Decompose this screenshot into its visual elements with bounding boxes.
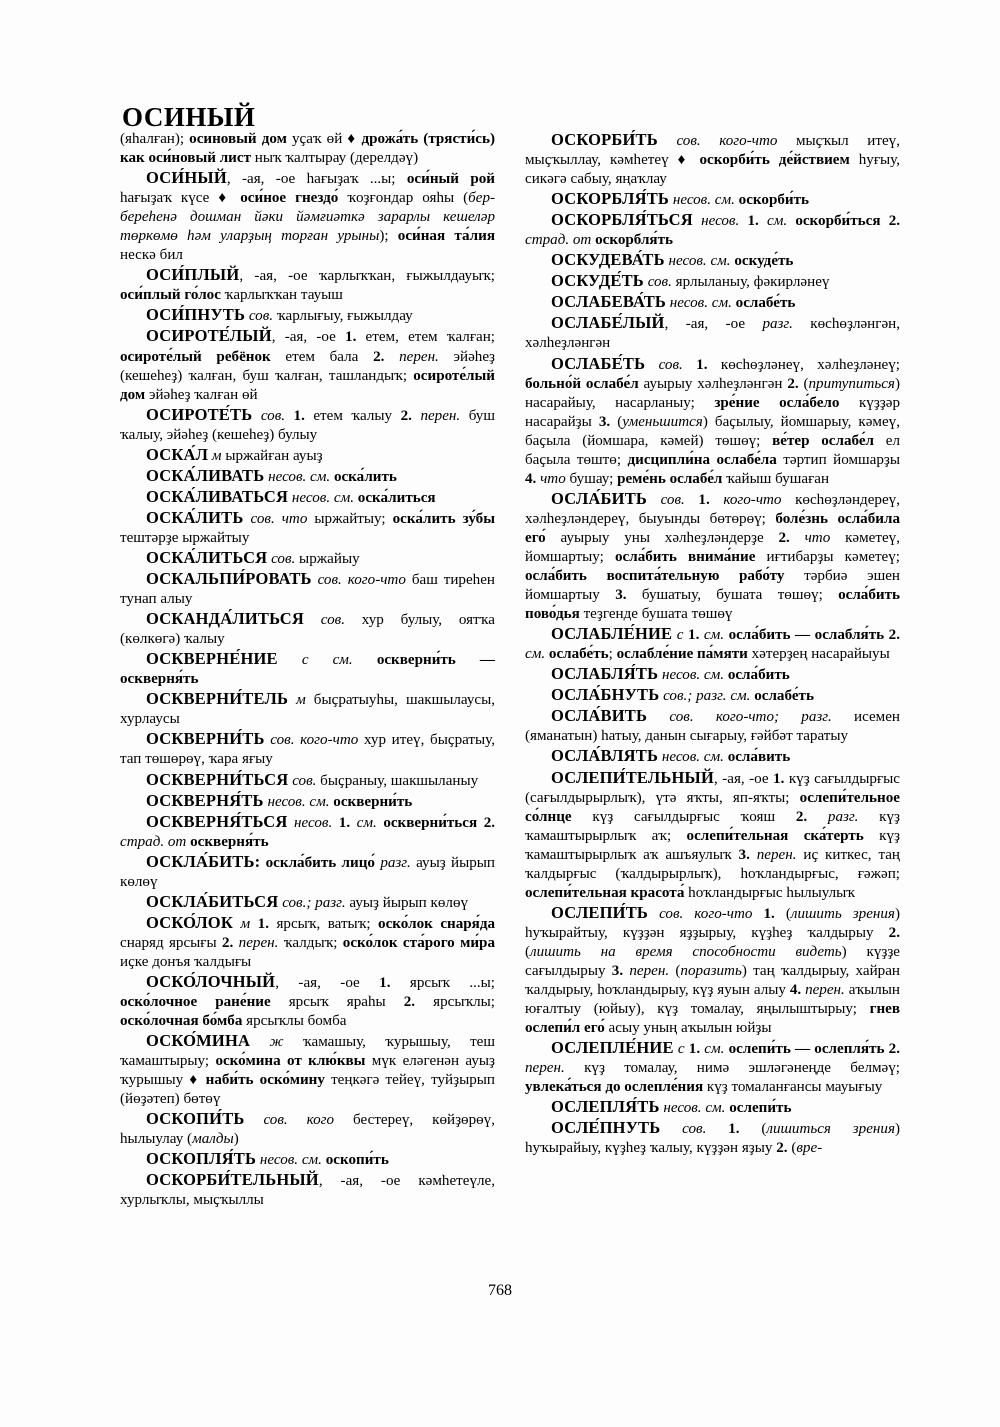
dictionary-entry: ОСЛЕПИ́ТЕЛЬНЫЙ, -ая, -ое 1. күҙ сағылдырғыс (сағылдырырлыҡ), үтә яҡты, яп-яҡты; ослепи́тельное со́лнце күҙ сағылдырғыс ҡояш 2. разг. күҙ ҡамаштырырлыҡ аҡ; ослепи́тельная ска́терть күҙ ҡамаштырырлыҡ аҡ ашъяулыҡ 3. перен. иҫ киткес, таң ҡалдырғыс (ҡалдырырлыҡ), һоҡландырғыс, ғәжәп; ослепи́тельная красота́ һоҡландырғыс һылыулыҡ — [525, 767, 901, 901]
dictionary-entry: ОСКОРБЛЯ́ТЬ несов. см. оскорби́ть — [551, 189, 809, 209]
dictionary-entry: ОСКО́ЛОК м 1. ярсыҡ, ватыҡ; оско́лок снаря́да снаряд ярсығы 2. перен. ҡалдыҡ; оско́лок ста́рого ми́ра иҫке донъя ҡалдығы — [120, 912, 496, 970]
dictionary-entry: ОСИ́НЫЙ, -ая, -ое һағыҙаҡ ...ы; оси́ный рой һағыҙаҡ күсе ♦ оси́ное гнездо́ ҡоҙғондар ояһы (бер-береһенә дошман йәки йәмғиәткә зарарлы кешеләр төркөмө һәм уларҙың торған урыны); оси́ная та́лия нескә бил — [120, 168, 496, 264]
dictionary-entry: ОСКА́ЛИТЬСЯ сов. ыржайыу — [146, 547, 360, 567]
dictionary-entry: ОСЛА́БИТЬ сов. 1. кого-что көсһөҙләндереү, хәлһеҙләндереү, быуынды бөтөрөү; боле́знь осла́била его́ ауырыу уны хәлһеҙләндерҙе 2. что кәметеү, йомшартыу; осла́бить внима́ние иғтибарҙы кәметеү; осла́бить воспита́тельную рабо́ту тәрбиә эшен йомшартыу 3. бушатыу, бушата төшөү; осла́бить пово́дья теҙгенде бушата төшөү — [525, 488, 900, 623]
dictionary-entry: ОСЛАБЕВА́ТЬ несов. см. ослабе́ть — [551, 292, 796, 312]
dictionary-entry: ОСКА́ЛИВАТЬСЯ несов. см. оска́литься — [146, 486, 436, 506]
dictionary-entry: ОСКВЕРНЯ́ТЬ несов. см. оскверни́ть — [146, 790, 413, 810]
dictionary-entry: ОСЛАБЕ́ТЬ сов. 1. көсһөҙләнеү, хәлһеҙләнеү; больно́й ослабе́л ауырыу хәлһеҙләнгән 2. (притупиться) насарайыу, насарланыу; зре́ние осла́бело күҙҙәр насарайҙы 3. (уменьшится) баҫылыу, йомшарыу, кәмеү, баҫыла (йомшара, кәмей) төшөү; ве́тер ослабе́л ел баҫыла төштө; дисципли́на ослабе́ла тәртип йомшарҙы 4. что бушау; реме́нь ослабе́л ҡайыш бушаған — [525, 353, 901, 487]
dictionary-entry: ОСКАЛЬПИ́РОВАТЬ сов. кого-что баш тиреһен тунап алыу — [120, 569, 495, 608]
dictionary-entry: ОСИРОТЕ́ЛЫЙ, -ая, -ое 1. етем, етем ҡалған; осироте́лый ребёнок етем бала 2. перен. эйәһеҙ (кешеһеҙ) ҡалған, буш ҡалған, ташландыҡ; осироте́лый дом эйәһеҙ ҡалған өй — [120, 326, 495, 403]
dictionary-entry: ОСКВЕРНИ́ТЕЛЬ м быҫратыуһы, шакшылаусы, хурлаусы — [120, 689, 495, 728]
dictionary-entry: ОСКУДЕВА́ТЬ несов. см. оскуде́ть — [551, 250, 794, 270]
dictionary-entry: (яһалған); осиновый дом уҫаҡ өй ♦ дрожа́ть (трясти́сь) как оси́новый лист ныҡ ҡалтырау (дерелдәү) — [120, 131, 495, 167]
dictionary-entry: ОСКВЕРНЕ́НИЕ с см. оскверни́ть — оскверня́ть — [120, 649, 495, 688]
dictionary-entry: ОСКОРБИ́ТЕЛЬНЫЙ, -ая, -ое кәмһетеүле, хурлыҡлы, мыҫҡыллы — [120, 1170, 495, 1209]
dictionary-entry: ОСЛАБЛЯ́ТЬ несов. см. осла́бить — [551, 664, 790, 684]
dictionary-entry: ОСЛА́ВЛЯТЬ несов. см. осла́вить — [551, 746, 791, 766]
page-number: 768 — [488, 1282, 512, 1299]
dictionary-entry: ОСКУДЕ́ТЬ сов. ярлыланыу, фәкирләнеү — [551, 271, 830, 291]
dictionary-entry: ОСКОРБИ́ТЬ сов. кого-что мыҫҡыл итеү, мыҫҡыллау, кәмһетеү ♦ оскорби́ть де́йствием һуғыу, сикәгә сабыу, яңаҡлау — [525, 130, 900, 188]
left-column — [120, 130, 495, 1211]
dictionary-entry: ОСЛАБЛЕ́НИЕ с 1. см. осла́бить — ослабля́ть 2. см. ослабе́ть; ослабле́ние па́мяти хәтерҙең насарайыуы — [525, 624, 900, 663]
dictionary-entry: ОСКАНДА́ЛИТЬСЯ сов. хур булыу, оятҡа (көлкөгә) ҡалыу — [120, 609, 495, 648]
dictionary-entry: ОСЛЕПИ́ТЬ сов. кого-что 1. (лишить зрения) һуҡырайтыу, күҙҙән яҙҙырыу, күҙһеҙ ҡалдырыу 2. (лишить на время способности видеть) күҙҙе сағылдырыу 3. перен. (поразить) таң ҡалдырыу, хайран ҡалдырыу, һоҡландырыу, күҙ яуын алыу 4. перен. аҡылын юғалтыу (юйыу), күҙ томалау, яңылыштырыу; гнев ослепи́л его́ асыу уның аҡылын юйҙы — [525, 902, 900, 1037]
dictionary-entry: ОСКА́Л м ыржайған ауыҙ — [146, 444, 323, 464]
dictionary-entry: ОСКВЕРНИ́ТЬ сов. кого-что хур итеү, быҫратыу, тап төшөрөү, ҡара яғыу — [120, 729, 495, 768]
dictionary-entry: ОСКЛА́БИТЬСЯ сов.; разг. ауыҙ йырып көлөү — [146, 891, 469, 911]
dictionary-entry: ОСКВЕРНЯ́ТЬСЯ несов. 1. см. оскверни́ться 2. страд. от оскверня́ть — [120, 811, 496, 850]
dictionary-entry: ОСЛЕ́ПНУТЬ сов. 1. (лишиться зрения) һуҡырайыу, күҙһеҙ ҡалыу, күҙҙән яҙыу 2. (вре- — [525, 1118, 900, 1157]
dictionary-entry: ОСЛЕПЛЕ́НИЕ с 1. см. ослепи́ть — ослепля́ть 2. перен. күҙ томалау, нимә эшләгәнеңде белмәү; увлека́ться до ослепле́ния күҙ томаланғансы мауығыу — [525, 1038, 900, 1096]
dictionary-entry: ОСКОРБЛЯ́ТЬСЯ несов. 1. см. оскорби́ться 2. страд. от оскорбля́ть — [525, 210, 901, 249]
dictionary-entry: ОСКО́ЛОЧНЫЙ, -ая, -ое 1. ярсыҡ ...ы; оско́лочное ране́ние ярсыҡ яраһы 2. ярсыҡлы; оско́лочная бо́мба ярсыҡлы бомба — [120, 971, 495, 1030]
dictionary-entry: ОСКОПИ́ТЬ сов. кого бестереү, көйҙөрөү, һылыулау (малды) — [120, 1109, 496, 1148]
dictionary-entry: ОСКО́МИНА ж ҡамашыу, ҡурышыу, теш ҡамаштырыу; оско́мина от клю́квы мүк еләгенән ауыҙ ҡурышыу ♦ наби́ть оско́мину теңкәгә тейеү, туйҙырып (йөҙәтеп) бөтөү — [120, 1031, 495, 1108]
dictionary-entry: ОСКЛА́БИТЬ: оскла́бить лицо́ разг. ауыҙ йырып көлөү — [120, 851, 495, 890]
dictionary-entry: ОСЛА́ВИТЬ сов. кого-что; разг. исемен (яманатын) һатыу, данын сығарыу, ғәйбәт таратыу — [525, 706, 901, 745]
dictionary-entry: ОСИ́ПЛЫЙ, -ая, -ое ҡарлыҡҡан, ғыжылдауыҡ; оси́плый го́лос ҡарлыҡҡан тауыш — [120, 265, 495, 304]
dictionary-entry: ОСКА́ЛИВАТЬ несов. см. оска́лить — [146, 465, 397, 485]
page-title: ОСИНЫЙ — [122, 102, 256, 133]
right-column — [525, 130, 900, 1211]
dictionary-entry: ОСИ́ПНУТЬ сов. ҡарлығыу, ғыжылдау — [146, 305, 413, 325]
dictionary-entry: ОСЛЕПЛЯ́ТЬ несов. см. ослепи́ть — [551, 1097, 792, 1117]
dictionary-entry: ОСЛА́БНУТЬ сов.; разг. см. ослабе́ть — [551, 685, 814, 705]
dictionary-entry: ОСКА́ЛИТЬ сов. что ыржайтыу; оска́лить зу́бы тештәрҙе ыржайтыу — [120, 507, 496, 546]
dictionary-entry: ОСКВЕРНИ́ТЬСЯ сов. быҫраныу, шакшыланыу — [146, 769, 479, 789]
dictionary-entry: ОСЛАБЕ́ЛЫЙ, -ая, -ое разг. көсһөҙләнгән, хәлһеҙләнгән — [525, 313, 900, 352]
dictionary-entry: ОСКОПЛЯ́ТЬ несов. см. оскопи́ть — [146, 1149, 389, 1169]
dictionary-entry: ОСИРОТЕ́ТЬ сов. 1. етем ҡалыу 2. перен. буш ҡалыу, эйәһеҙ (кешеһеҙ) булыу — [120, 404, 495, 443]
two-column-body — [0, 130, 1000, 1211]
